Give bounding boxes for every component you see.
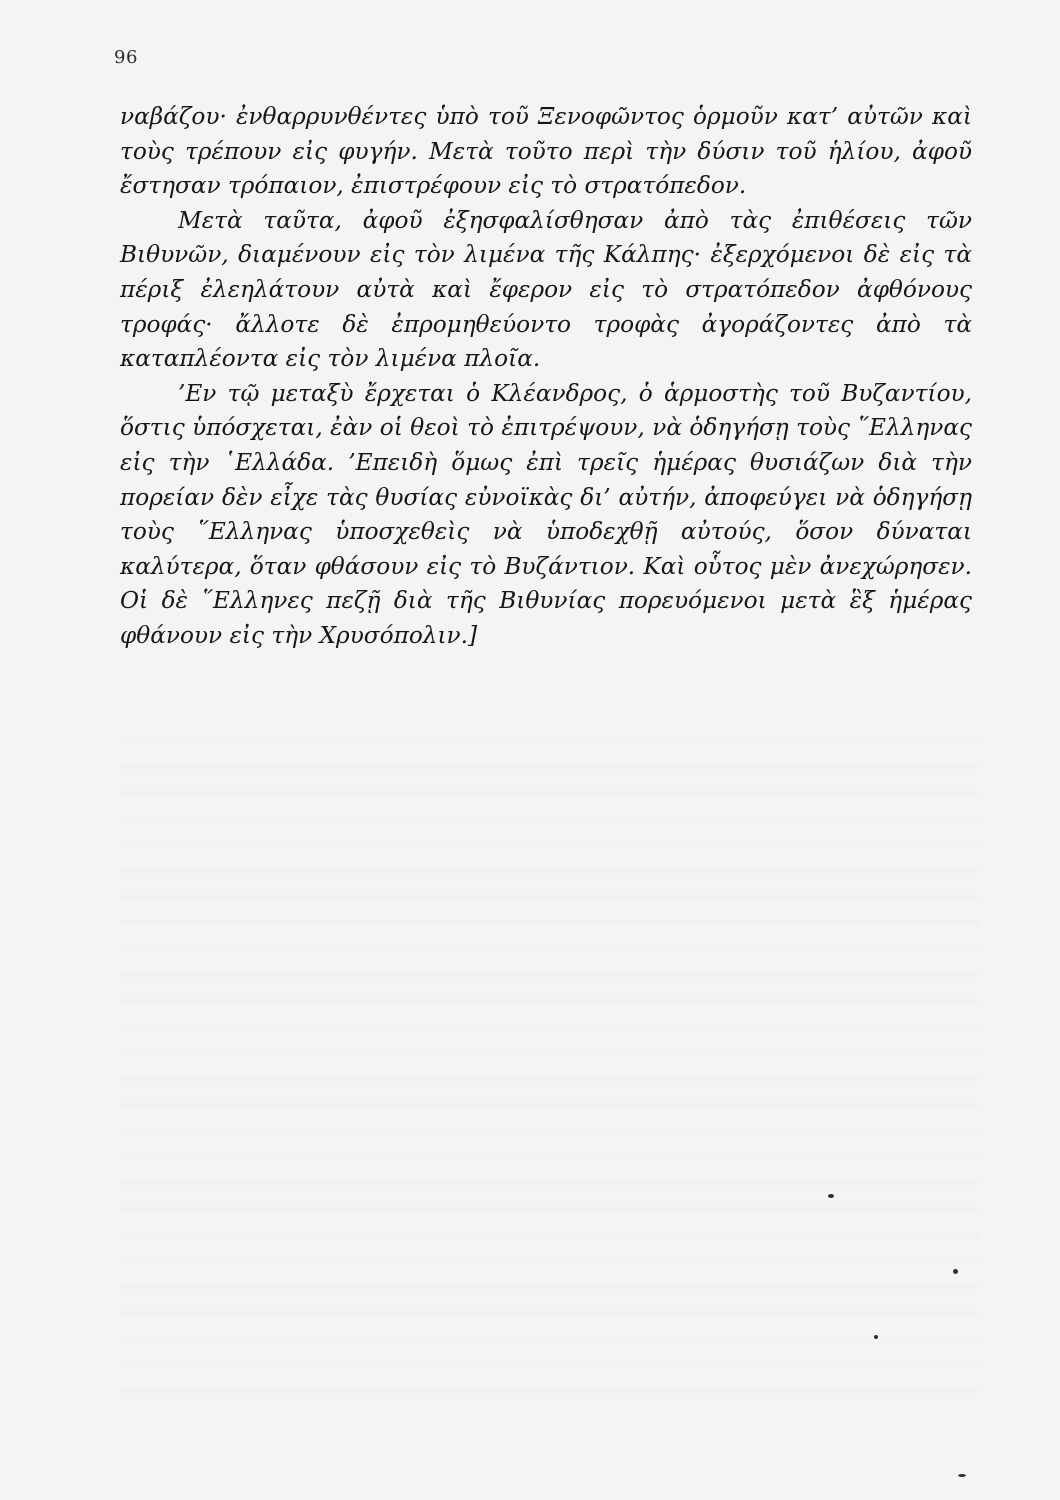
paper-speck [874, 1335, 878, 1339]
paper-speck [958, 1474, 966, 1477]
show-through-texture [120, 720, 980, 1400]
paragraph-3: ’Εν τῷ μεταξὺ ἔρχεται ὁ Κλέανδρος, ὁ ἁρμοστὴς τοῦ Βυζαντίου, ὅστις ὑπόσχεται, ἐὰν οἱ θεοὶ τὸ ἐπιτρέψουν, νὰ ὁδηγήσῃ τοὺς ῞Ελληνας εἰς τὴν ῾Ελλάδα. ’Επειδὴ ὅμως ἐπὶ τρεῖς ἡμέρας θυσιάζων διὰ τὴν πορείαν δὲν εἶχε τὰς θυσίας εὐνοϊκὰς δι’ αὐτήν, ἀποφεύγει νὰ ὁδηγήσῃ τοὺς ῞Ελληνας ὑποσχεθεὶς νὰ ὑποδεχθῇ αὐτούς, ὅσον δύναται καλύτερα, ὅταν φθάσουν εἰς τὸ Βυζάντιον. Καὶ οὗτος μὲν ἀνεχώρησεν. Οἱ δὲ ῞Ελληνες πεζῇ διὰ τῆς Βιθυνίας πορευόμενοι μετὰ ἓξ ἡμέρας φθάνουν εἰς τὴν Χρυσόπολιν.] [120, 379, 972, 649]
paper-speck [828, 1194, 834, 1198]
page-number: 96 [114, 47, 138, 68]
paragraph-1: ναβάζου· ἐνθαρρυνθέντες ὑπὸ τοῦ Ξενοφῶντος ὁρμοῦν κατ’ αὐτῶν καὶ τοὺς τρέπουν εἰς φυγήν. Μετὰ τοῦτο περὶ τὴν δύσιν τοῦ ἡλίου, ἀφοῦ ἔστησαν τρόπαιον, ἐπιστρέφουν εἰς τὸ στρατόπεδον. [120, 103, 972, 200]
paper-speck [953, 1269, 958, 1274]
body-text [120, 100, 972, 654]
paragraph-2: Μετὰ ταῦτα, ἀφοῦ ἐξησφαλίσθησαν ἀπὸ τὰς ἐπιθέσεις τῶν Βιθυνῶν, διαμένουν εἰς τὸν λιμένα τῆς Κάλπης· ἐξερχόμενοι δὲ εἰς τὰ πέριξ ἐλεηλάτουν αὐτὰ καὶ ἔφερον εἰς τὸ στρατόπεδον ἀφθόνους τροφάς· ἄλλοτε δὲ ἐπρομηθεύοντο τροφὰς ἀγοράζοντες ἀπὸ τὰ καταπλέοντα εἰς τὸν λιμένα πλοῖα. [120, 206, 972, 373]
